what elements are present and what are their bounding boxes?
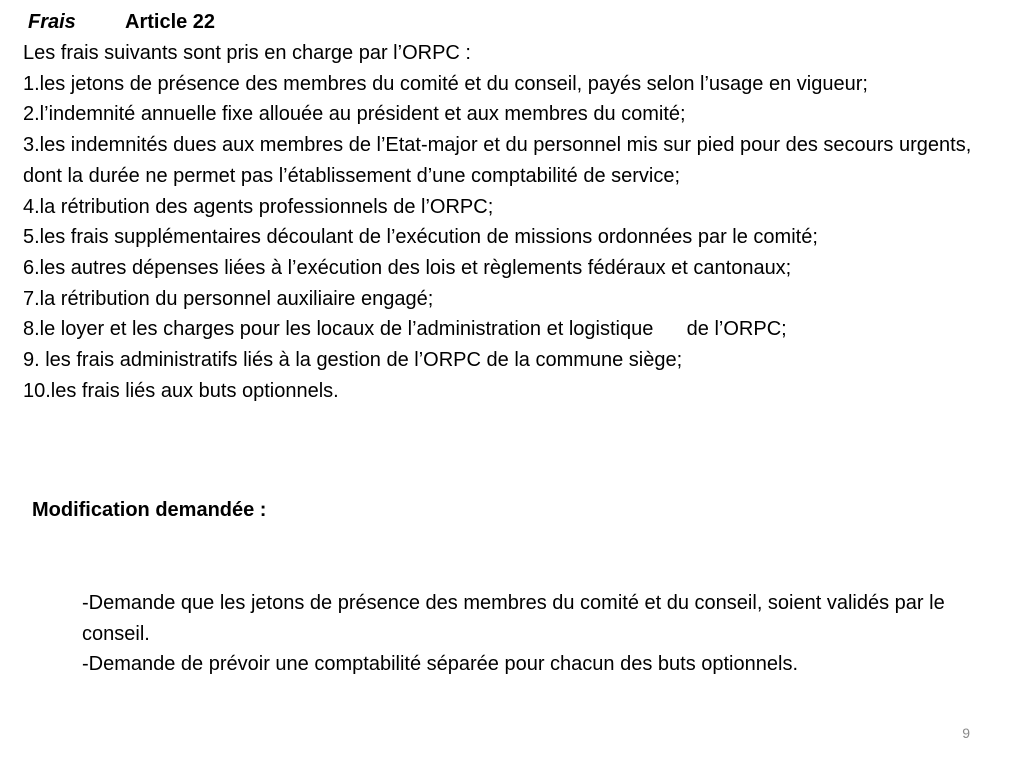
article-heading bbox=[28, 9, 215, 35]
modification-title: Modification demandée : bbox=[32, 499, 267, 521]
article-item-1: 1.les jetons de présence des membres du comité et du conseil, payés selon l’usage en vigueur; bbox=[23, 72, 868, 95]
article-item-3: 3.les indemnités dues aux membres de l’Etat-major et du personnel mis sur pied pour des secours urgents, dont la durée ne permet pas l’établissement d’une comptabilité de service; bbox=[23, 134, 972, 187]
article-item-6: 6.les autres dépenses liées à l’exécution des lois et règlements fédéraux et cantonaux; bbox=[23, 256, 792, 279]
article-body bbox=[23, 38, 998, 406]
article-item-5: 5.les frais supplémentaires découlant de l’exécution de missions ordonnées par le comité; bbox=[23, 226, 818, 249]
article-item-4: 4.la rétribution des agents professionnels de l’ORPC; bbox=[23, 195, 494, 218]
article-intro: Les frais suivants sont pris en charge par l’ORPC : bbox=[23, 42, 471, 64]
request-item-2: -Demande de prévoir une comptabilité séparée pour chacun des buts optionnels. bbox=[82, 653, 798, 675]
article-item-2: 2.l’indemnité annuelle fixe allouée au président et aux membres du comité; bbox=[23, 103, 686, 126]
article-item-7: 7.la rétribution du personnel auxiliaire engagé; bbox=[23, 287, 434, 310]
page-number: 9 bbox=[962, 725, 970, 741]
modification-requests bbox=[82, 588, 972, 680]
request-item-1: -Demande que les jetons de présence des membres du comité et du conseil, soient validés par le conseil. bbox=[82, 592, 945, 645]
article-number: Article 22 bbox=[125, 11, 216, 33]
section-title: Frais bbox=[28, 11, 76, 33]
article-item-8: 8.le loyer et les charges pour les locaux de l’administration et logistique de l’ORPC; bbox=[23, 318, 787, 341]
article-item-10: 10.les frais liés aux buts optionnels. bbox=[23, 379, 339, 402]
article-item-9: 9. les frais administratifs liés à la gestion de l’ORPC de la commune siège; bbox=[23, 349, 683, 372]
